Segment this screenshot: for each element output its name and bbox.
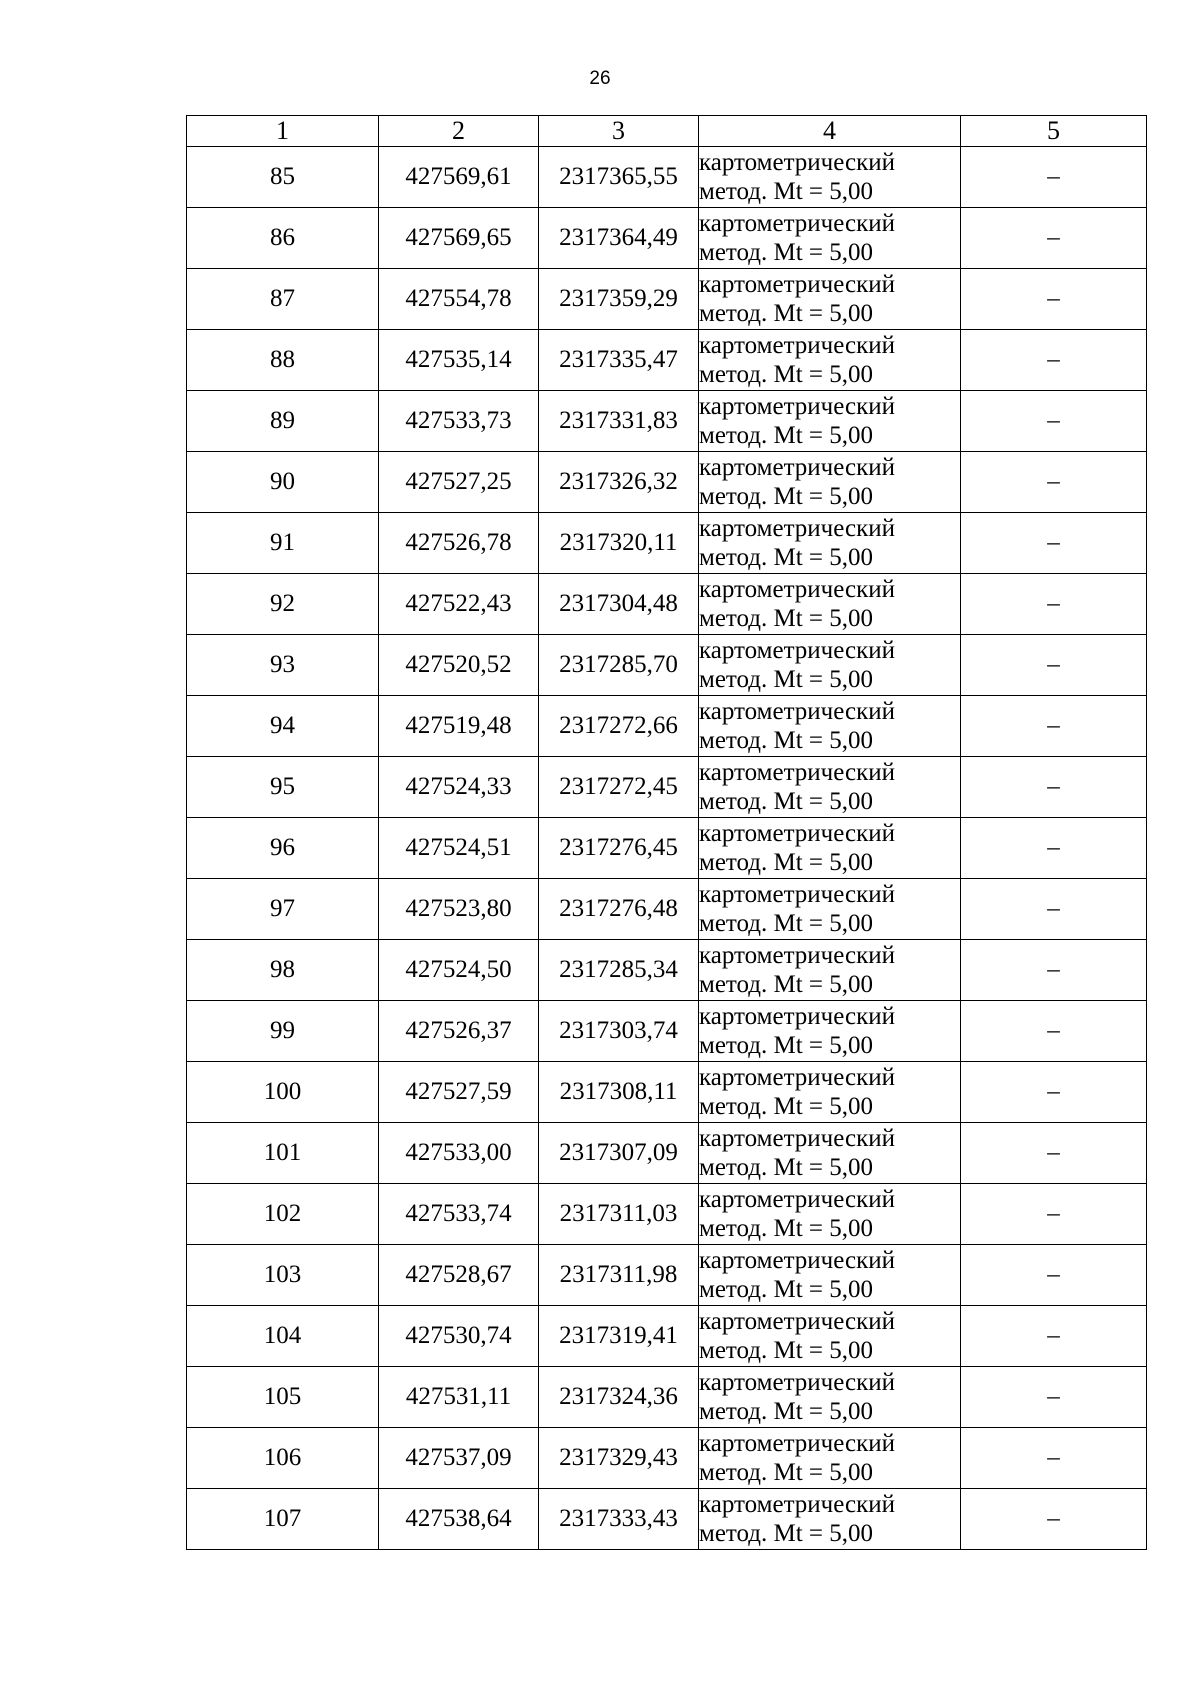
- table-row: [187, 1306, 1147, 1367]
- table-row: [187, 208, 1147, 269]
- table-row: [187, 879, 1147, 940]
- description-cell: –: [961, 269, 1147, 330]
- y-coordinate-cell: 2317307,09: [539, 1123, 699, 1184]
- table-row: [187, 452, 1147, 513]
- column-header-4: 4: [699, 116, 961, 147]
- method-cell: [699, 1428, 961, 1489]
- method-accuracy: метод. Mt = 5,00: [699, 910, 874, 937]
- y-coordinate-cell: 2317311,98: [539, 1245, 699, 1306]
- method-accuracy: метод. Mt = 5,00: [699, 849, 874, 876]
- method-name: картометрический: [699, 1308, 895, 1335]
- method-name: картометрический: [699, 393, 895, 420]
- method-cell: [699, 513, 961, 574]
- description-cell: –: [961, 1489, 1147, 1550]
- x-coordinate-cell: 427524,33: [379, 757, 539, 818]
- y-coordinate-cell: 2317276,45: [539, 818, 699, 879]
- method-cell: [699, 1367, 961, 1428]
- y-coordinate-cell: 2317333,43: [539, 1489, 699, 1550]
- point-number-cell: 107: [187, 1489, 379, 1550]
- x-coordinate-cell: 427530,74: [379, 1306, 539, 1367]
- y-coordinate-cell: 2317303,74: [539, 1001, 699, 1062]
- method-name: картометрический: [699, 942, 895, 969]
- method-name: картометрический: [699, 1125, 895, 1152]
- method-cell: [699, 391, 961, 452]
- y-coordinate-cell: 2317329,43: [539, 1428, 699, 1489]
- point-number-cell: 96: [187, 818, 379, 879]
- method-accuracy: метод. Mt = 5,00: [699, 1032, 874, 1059]
- method-name: картометрический: [699, 1064, 895, 1091]
- y-coordinate-cell: 2317365,55: [539, 147, 699, 208]
- method-name: картометрический: [699, 759, 895, 786]
- table-row: [187, 391, 1147, 452]
- point-number-cell: 95: [187, 757, 379, 818]
- table-row: [187, 1245, 1147, 1306]
- method-cell: [699, 1306, 961, 1367]
- description-cell: –: [961, 1306, 1147, 1367]
- method-name: картометрический: [699, 576, 895, 603]
- method-cell: [699, 879, 961, 940]
- description-cell: –: [961, 208, 1147, 269]
- x-coordinate-cell: 427569,61: [379, 147, 539, 208]
- y-coordinate-cell: 2317272,45: [539, 757, 699, 818]
- description-cell: –: [961, 574, 1147, 635]
- point-number-cell: 100: [187, 1062, 379, 1123]
- method-cell: [699, 269, 961, 330]
- page-number: 26: [589, 68, 611, 89]
- table-row: [187, 696, 1147, 757]
- point-number-cell: 93: [187, 635, 379, 696]
- point-number-cell: 87: [187, 269, 379, 330]
- y-coordinate-cell: 2317335,47: [539, 330, 699, 391]
- method-name: картометрический: [699, 1369, 895, 1396]
- description-cell: –: [961, 1001, 1147, 1062]
- coordinates-table-container: [186, 115, 1146, 1550]
- y-coordinate-cell: 2317326,32: [539, 452, 699, 513]
- x-coordinate-cell: 427527,25: [379, 452, 539, 513]
- table-row: [187, 269, 1147, 330]
- table-row: [187, 1489, 1147, 1550]
- point-number-cell: 103: [187, 1245, 379, 1306]
- method-cell: [699, 1123, 961, 1184]
- x-coordinate-cell: 427528,67: [379, 1245, 539, 1306]
- method-accuracy: метод. Mt = 5,00: [699, 422, 874, 449]
- method-cell: [699, 147, 961, 208]
- y-coordinate-cell: 2317276,48: [539, 879, 699, 940]
- y-coordinate-cell: 2317364,49: [539, 208, 699, 269]
- description-cell: –: [961, 513, 1147, 574]
- method-name: картометрический: [699, 881, 895, 908]
- point-number-cell: 99: [187, 1001, 379, 1062]
- description-cell: –: [961, 330, 1147, 391]
- x-coordinate-cell: 427519,48: [379, 696, 539, 757]
- x-coordinate-cell: 427535,14: [379, 330, 539, 391]
- x-coordinate-cell: 427522,43: [379, 574, 539, 635]
- table-row: [187, 1428, 1147, 1489]
- point-number-cell: 105: [187, 1367, 379, 1428]
- x-coordinate-cell: 427526,78: [379, 513, 539, 574]
- point-number-cell: 94: [187, 696, 379, 757]
- method-cell: [699, 1001, 961, 1062]
- description-cell: –: [961, 1184, 1147, 1245]
- method-cell: [699, 1489, 961, 1550]
- method-accuracy: метод. Mt = 5,00: [699, 1337, 874, 1364]
- method-accuracy: метод. Mt = 5,00: [699, 727, 874, 754]
- table-row: [187, 1001, 1147, 1062]
- method-name: картометрический: [699, 332, 895, 359]
- method-accuracy: метод. Mt = 5,00: [699, 483, 874, 510]
- column-header-5: 5: [961, 116, 1147, 147]
- method-accuracy: метод. Mt = 5,00: [699, 1520, 874, 1547]
- point-number-cell: 85: [187, 147, 379, 208]
- method-accuracy: метод. Mt = 5,00: [699, 1215, 874, 1242]
- y-coordinate-cell: 2317359,29: [539, 269, 699, 330]
- point-number-cell: 97: [187, 879, 379, 940]
- table-row: [187, 1367, 1147, 1428]
- point-number-cell: 104: [187, 1306, 379, 1367]
- table-row: [187, 147, 1147, 208]
- method-cell: [699, 940, 961, 1001]
- description-cell: –: [961, 879, 1147, 940]
- method-name: картометрический: [699, 515, 895, 542]
- method-cell: [699, 1184, 961, 1245]
- method-accuracy: метод. Mt = 5,00: [699, 1276, 874, 1303]
- coordinates-table: [186, 115, 1147, 1550]
- description-cell: –: [961, 1123, 1147, 1184]
- method-name: картометрический: [699, 698, 895, 725]
- method-accuracy: метод. Mt = 5,00: [699, 1459, 874, 1486]
- method-cell: [699, 330, 961, 391]
- x-coordinate-cell: 427531,11: [379, 1367, 539, 1428]
- x-coordinate-cell: 427569,65: [379, 208, 539, 269]
- method-accuracy: метод. Mt = 5,00: [699, 1154, 874, 1181]
- description-cell: –: [961, 391, 1147, 452]
- table-row: [187, 513, 1147, 574]
- y-coordinate-cell: 2317285,34: [539, 940, 699, 1001]
- method-cell: [699, 696, 961, 757]
- table-row: [187, 940, 1147, 1001]
- method-cell: [699, 208, 961, 269]
- point-number-cell: 86: [187, 208, 379, 269]
- method-cell: [699, 635, 961, 696]
- x-coordinate-cell: 427537,09: [379, 1428, 539, 1489]
- column-header-2: 2: [379, 116, 539, 147]
- method-accuracy: метод. Mt = 5,00: [699, 1398, 874, 1425]
- description-cell: –: [961, 757, 1147, 818]
- method-name: картометрический: [699, 210, 895, 237]
- method-name: картометрический: [699, 1186, 895, 1213]
- point-number-cell: 90: [187, 452, 379, 513]
- table-row: [187, 330, 1147, 391]
- y-coordinate-cell: 2317311,03: [539, 1184, 699, 1245]
- method-cell: [699, 452, 961, 513]
- method-name: картометрический: [699, 1430, 895, 1457]
- description-cell: –: [961, 696, 1147, 757]
- x-coordinate-cell: 427527,59: [379, 1062, 539, 1123]
- column-header-1: 1: [187, 116, 379, 147]
- method-name: картометрический: [699, 149, 895, 176]
- y-coordinate-cell: 2317331,83: [539, 391, 699, 452]
- table-body: [187, 147, 1147, 1550]
- x-coordinate-cell: 427554,78: [379, 269, 539, 330]
- point-number-cell: 98: [187, 940, 379, 1001]
- description-cell: –: [961, 818, 1147, 879]
- description-cell: –: [961, 1367, 1147, 1428]
- table-row: [187, 818, 1147, 879]
- method-accuracy: метод. Mt = 5,00: [699, 605, 874, 632]
- table-header-row: [187, 116, 1147, 147]
- point-number-cell: 88: [187, 330, 379, 391]
- method-name: картометрический: [699, 1491, 895, 1518]
- y-coordinate-cell: 2317324,36: [539, 1367, 699, 1428]
- method-accuracy: метод. Mt = 5,00: [699, 1093, 874, 1120]
- description-cell: –: [961, 635, 1147, 696]
- y-coordinate-cell: 2317285,70: [539, 635, 699, 696]
- x-coordinate-cell: 427524,51: [379, 818, 539, 879]
- method-name: картометрический: [699, 637, 895, 664]
- point-number-cell: 106: [187, 1428, 379, 1489]
- method-accuracy: метод. Mt = 5,00: [699, 666, 874, 693]
- table-row: [187, 757, 1147, 818]
- y-coordinate-cell: 2317308,11: [539, 1062, 699, 1123]
- description-cell: –: [961, 1245, 1147, 1306]
- method-name: картометрический: [699, 271, 895, 298]
- column-header-3: 3: [539, 116, 699, 147]
- y-coordinate-cell: 2317320,11: [539, 513, 699, 574]
- x-coordinate-cell: 427533,74: [379, 1184, 539, 1245]
- point-number-cell: 102: [187, 1184, 379, 1245]
- x-coordinate-cell: 427524,50: [379, 940, 539, 1001]
- y-coordinate-cell: 2317304,48: [539, 574, 699, 635]
- method-name: картометрический: [699, 820, 895, 847]
- method-accuracy: метод. Mt = 5,00: [699, 544, 874, 571]
- method-cell: [699, 574, 961, 635]
- method-accuracy: метод. Mt = 5,00: [699, 971, 874, 998]
- x-coordinate-cell: 427533,00: [379, 1123, 539, 1184]
- table-row: [187, 574, 1147, 635]
- method-name: картометрический: [699, 1003, 895, 1030]
- point-number-cell: 101: [187, 1123, 379, 1184]
- description-cell: –: [961, 1428, 1147, 1489]
- y-coordinate-cell: 2317319,41: [539, 1306, 699, 1367]
- x-coordinate-cell: 427520,52: [379, 635, 539, 696]
- method-cell: [699, 818, 961, 879]
- method-name: картометрический: [699, 1247, 895, 1274]
- description-cell: –: [961, 452, 1147, 513]
- method-cell: [699, 1245, 961, 1306]
- y-coordinate-cell: 2317272,66: [539, 696, 699, 757]
- description-cell: –: [961, 147, 1147, 208]
- method-accuracy: метод. Mt = 5,00: [699, 300, 874, 327]
- method-cell: [699, 757, 961, 818]
- x-coordinate-cell: 427523,80: [379, 879, 539, 940]
- x-coordinate-cell: 427538,64: [379, 1489, 539, 1550]
- method-accuracy: метод. Mt = 5,00: [699, 361, 874, 388]
- table-row: [187, 1184, 1147, 1245]
- x-coordinate-cell: 427533,73: [379, 391, 539, 452]
- method-accuracy: метод. Mt = 5,00: [699, 788, 874, 815]
- table-row: [187, 635, 1147, 696]
- method-cell: [699, 1062, 961, 1123]
- point-number-cell: 91: [187, 513, 379, 574]
- method-accuracy: метод. Mt = 5,00: [699, 239, 874, 266]
- description-cell: –: [961, 940, 1147, 1001]
- table-row: [187, 1123, 1147, 1184]
- method-accuracy: метод. Mt = 5,00: [699, 178, 874, 205]
- point-number-cell: 92: [187, 574, 379, 635]
- x-coordinate-cell: 427526,37: [379, 1001, 539, 1062]
- method-name: картометрический: [699, 454, 895, 481]
- description-cell: –: [961, 1062, 1147, 1123]
- table-row: [187, 1062, 1147, 1123]
- point-number-cell: 89: [187, 391, 379, 452]
